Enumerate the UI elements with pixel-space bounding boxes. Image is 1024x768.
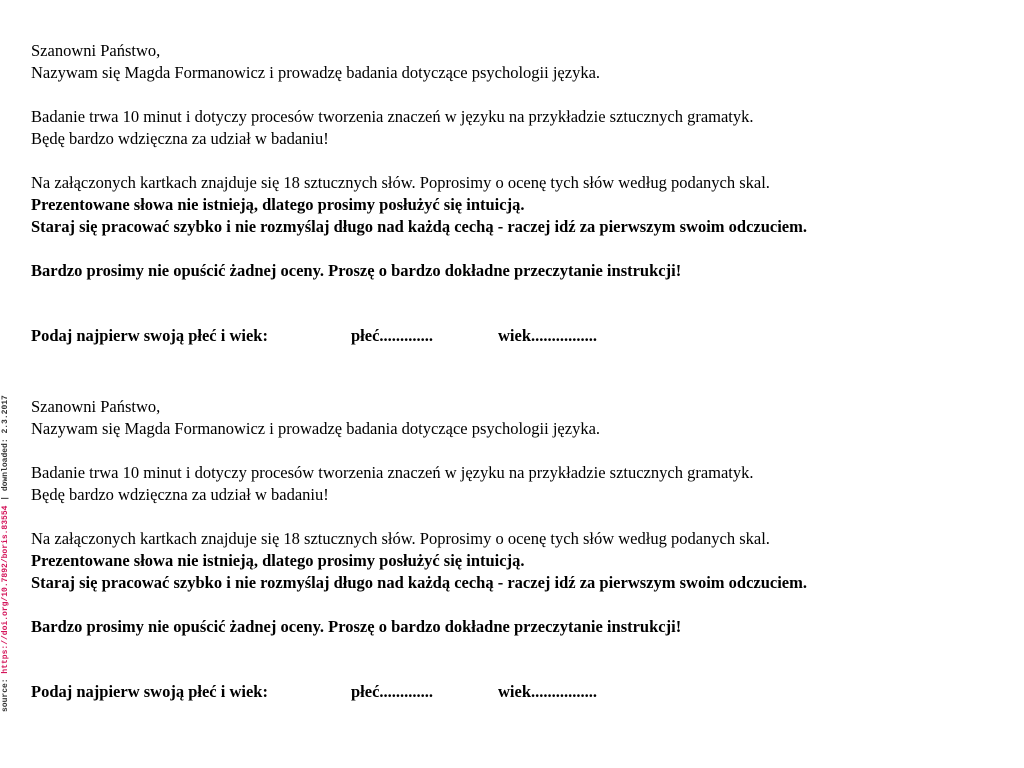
- age-field[interactable]: wiek................: [498, 326, 597, 345]
- demographics-form-row: [31, 325, 991, 347]
- source-prefix: source:: [1, 673, 10, 712]
- letter-block-2: [31, 396, 991, 703]
- sex-field[interactable]: płeć.............: [351, 682, 434, 701]
- duration-text: Badanie trwa 10 minut i dotyczy procesów tworzenia znaczeń w języku na przykładzie sztucznych gramatyk.: [31, 463, 754, 482]
- intro-text: Nazywam się Magda Formanowicz i prowadzę badania dotyczące psychologii języka.: [31, 419, 601, 438]
- download-date: | downloaded: 2.3.2017: [1, 395, 10, 506]
- sex-field[interactable]: płeć.............: [351, 326, 434, 345]
- greeting: Szanowni Państwo,: [31, 397, 161, 416]
- note-work-fast: Staraj się pracować szybko i nie rozmyślaj długo nad każdą cechą - raczej idź za pierwszym swoim odczuciem.: [31, 217, 807, 236]
- age-field[interactable]: wiek................: [498, 682, 597, 701]
- demographics-form-row: [31, 681, 991, 703]
- note-rate-all: Bardzo prosimy nie opuścić żadnej oceny. Proszę o bardzo dokładne przeczytanie instrukcji!: [31, 261, 682, 280]
- intro-text: Nazywam się Magda Formanowicz i prowadzę badania dotyczące psychologii języka.: [31, 63, 601, 82]
- form-question: Podaj najpierw swoją płeć i wiek:: [31, 682, 268, 701]
- duration-text: Badanie trwa 10 minut i dotyczy procesów tworzenia znaczeń w języku na przykładzie sztucznych gramatyk.: [31, 107, 754, 126]
- task-text: Na załączonych kartkach znajduje się 18 sztucznych słów. Poprosimy o ocenę tych słów według podanych skal.: [31, 529, 770, 548]
- note-words-not-exist: Prezentowane słowa nie istnieją, dlatego prosimy posłużyć się intuicją.: [31, 195, 525, 214]
- source-doi-link[interactable]: https://doi.org/10.7892/boris.83554: [1, 505, 10, 674]
- source-watermark: [1, 395, 10, 712]
- form-question: Podaj najpierw swoją płeć i wiek:: [31, 326, 268, 345]
- thanks-text: Będę bardzo wdzięczna za udział w badaniu!: [31, 129, 329, 148]
- letter-block-1: [31, 40, 991, 347]
- thanks-text: Będę bardzo wdzięczna za udział w badaniu!: [31, 485, 329, 504]
- note-words-not-exist: Prezentowane słowa nie istnieją, dlatego prosimy posłużyć się intuicją.: [31, 551, 525, 570]
- task-text: Na załączonych kartkach znajduje się 18 sztucznych słów. Poprosimy o ocenę tych słów według podanych skal.: [31, 173, 770, 192]
- note-work-fast: Staraj się pracować szybko i nie rozmyślaj długo nad każdą cechą - raczej idź za pierwszym swoim odczuciem.: [31, 573, 807, 592]
- greeting: Szanowni Państwo,: [31, 41, 161, 60]
- note-rate-all: Bardzo prosimy nie opuścić żadnej oceny. Proszę o bardzo dokładne przeczytanie instrukcji!: [31, 617, 682, 636]
